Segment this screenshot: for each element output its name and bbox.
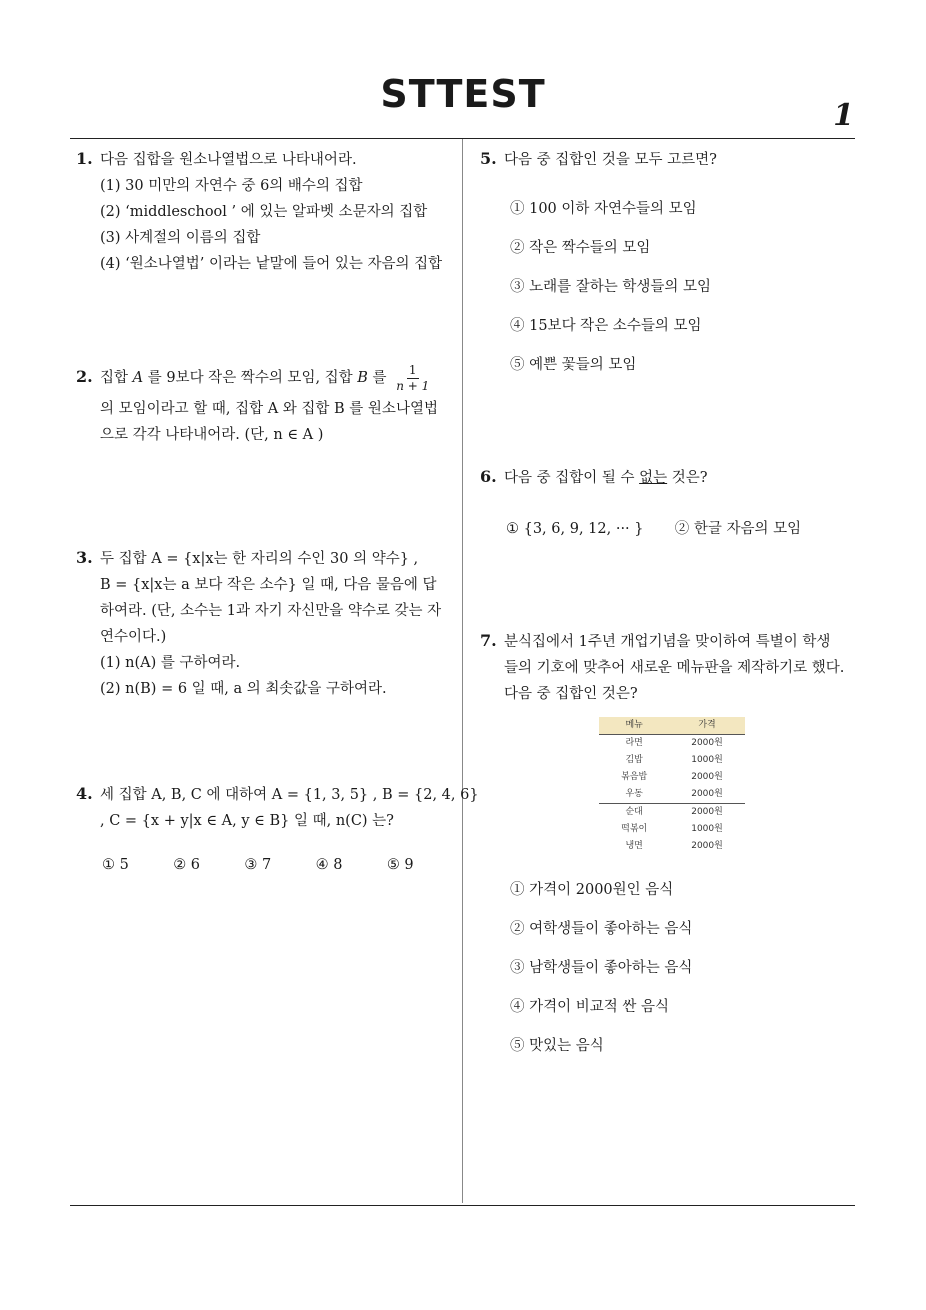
question-text: 들의 기호에 맞추어 새로운 메뉴판을 제작하기로 했다. <box>504 660 845 676</box>
table-cell: 2000원 <box>691 772 723 782</box>
choice-list <box>480 196 860 391</box>
menu-table <box>599 717 745 855</box>
question-text: 하여라. (단, 소수는 1과 자기 자신만을 약수로 갖는 자 <box>100 603 442 619</box>
fraction-numerator: 1 <box>408 362 417 377</box>
table-header: 가격 <box>669 717 745 735</box>
column-divider <box>462 139 463 1203</box>
question-number: 2. <box>76 367 93 386</box>
question-text: , C = {x + y|x ∈ A, y ∈ B} 일 때, n(C) 는? <box>100 813 394 829</box>
question-7 <box>480 628 864 1072</box>
bottom-rule <box>70 1205 855 1206</box>
question-number: 4. <box>76 784 93 803</box>
fraction <box>394 363 431 394</box>
table-cell: 냉면 <box>625 841 643 851</box>
page-title: STTEST <box>380 72 546 116</box>
table-header: 메뉴 <box>599 717 669 735</box>
table-row <box>599 752 745 769</box>
question-number: 6. <box>480 467 497 486</box>
question-stem: 다음 중 집합인 것을 모두 고르면? <box>504 152 717 168</box>
variable-b: B <box>357 370 368 386</box>
fraction-denominator: n + 1 <box>396 378 430 393</box>
question-stem: 것은? <box>667 470 708 486</box>
emphasis-text: 없는 <box>639 470 668 486</box>
question-5 <box>480 146 860 391</box>
choice-option[interactable]: ② 6 <box>173 857 201 873</box>
table-cell: 순대 <box>599 804 669 822</box>
choice-option[interactable]: ③ 남학생들이 좋아하는 음식 <box>510 960 693 976</box>
question-text: 다음 중 집합인 것은? <box>504 686 638 702</box>
table-cell: 2000원 <box>691 789 723 799</box>
question-text: B = {x|x는 a 보다 작은 소수} 일 때, 다음 물음에 답 <box>100 577 437 593</box>
choice-list <box>480 877 864 1072</box>
table-row <box>599 821 745 838</box>
question-4 <box>76 781 479 878</box>
choice-list <box>480 516 860 542</box>
sub-item: (2) ‘middleschool ’ 에 있는 알파벳 소문자의 집합 <box>100 204 428 220</box>
table-cell: 2000원 <box>691 841 723 851</box>
question-number: 5. <box>480 149 497 168</box>
question-6 <box>480 464 860 542</box>
question-text: 분식집에서 1주년 개업기념을 맞이하여 특별이 학생 <box>504 634 831 650</box>
question-number: 1. <box>76 149 93 168</box>
table-row <box>599 786 745 804</box>
question-number: 7. <box>480 631 497 650</box>
table-cell: 2000원 <box>669 804 745 822</box>
choice-option[interactable]: ③ 7 <box>244 857 272 873</box>
choice-option[interactable]: ② 작은 짝수들의 모임 <box>510 240 651 256</box>
sub-item: (1) n(A) 를 구하여라. <box>100 655 241 671</box>
table-row <box>599 769 745 786</box>
question-text: 연수이다.) <box>100 629 167 645</box>
question-number: 3. <box>76 548 93 567</box>
choice-option[interactable]: ④ 가격이 비교적 싼 음식 <box>510 999 669 1015</box>
choice-option[interactable]: ⑤ 예쁜 꽃들의 모임 <box>510 357 637 373</box>
question-text: 두 집합 A = {x|x는 한 자리의 수인 30 의 약수} , <box>100 551 419 567</box>
sub-item: (2) n(B) = 6 일 때, a 의 최솟값을 구하여라. <box>100 681 387 697</box>
question-stem: 다음 집합을 원소나열법으로 나타내어라. <box>100 152 357 168</box>
table-cell: 볶음밥 <box>621 772 648 782</box>
table-row <box>599 804 745 822</box>
choice-option[interactable]: ⑤ 맛있는 음식 <box>510 1038 604 1054</box>
question-text: 를 9보다 작은 짝수의 모임, 집합 <box>143 370 358 386</box>
choice-option[interactable]: ⑤ 9 <box>386 857 414 873</box>
table-cell: 우동 <box>625 789 643 799</box>
page-number: 1 <box>833 98 854 133</box>
table-cell: 1000원 <box>691 755 723 765</box>
choice-option[interactable]: ④ 8 <box>315 857 343 873</box>
variable-a: A <box>132 370 144 386</box>
question-1 <box>76 146 458 277</box>
question-2 <box>76 358 458 448</box>
choice-option[interactable]: ① {3, 6, 9, 12, ··· } <box>506 521 644 537</box>
table-cell: 라면 <box>625 738 643 748</box>
question-stem: 다음 중 집합이 될 수 <box>504 470 640 486</box>
table-header-row <box>599 717 745 735</box>
choice-option[interactable]: ① 100 이하 자연수들의 모임 <box>510 201 697 217</box>
table-cell: 떡볶이 <box>621 824 648 834</box>
choice-option[interactable]: ② 여학생들이 좋아하는 음식 <box>510 921 693 937</box>
table-row <box>599 735 745 753</box>
table-cell: 김밥 <box>625 755 643 765</box>
question-text: 으로 각각 나타내어라. (단, n ∈ A ) <box>100 427 324 443</box>
sub-item: (3) 사계절의 이름의 집합 <box>100 230 261 246</box>
choice-option[interactable]: ① 5 <box>102 857 129 873</box>
choice-option[interactable]: ④ 15보다 작은 소수들의 모임 <box>510 318 702 334</box>
table-cell: 2000원 <box>691 738 723 748</box>
sub-item: (1) 30 미만의 자연수 중 6의 배수의 집합 <box>100 178 363 194</box>
question-text: 를 <box>367 370 387 386</box>
question-text: 의 모임이라고 할 때, 집합 A 와 집합 B 를 원소나열법 <box>100 401 438 417</box>
choice-option[interactable]: ② 한글 자음의 모임 <box>674 521 802 537</box>
question-text: 집합 <box>100 370 133 386</box>
question-3 <box>76 545 458 702</box>
choice-option[interactable]: ① 가격이 2000원인 음식 <box>510 882 674 898</box>
choice-list <box>76 852 458 878</box>
question-text: 세 집합 A, B, C 에 대하여 A = {1, 3, 5} , B = {2, 4, 6} <box>100 787 479 803</box>
sub-item: (4) ‘원소나열법’ 이라는 낱말에 들어 있는 자음의 집합 <box>100 256 443 272</box>
choice-option[interactable]: ③ 노래를 잘하는 학생들의 모임 <box>510 279 712 295</box>
table-cell: 1000원 <box>691 824 723 834</box>
table-row <box>599 838 745 855</box>
